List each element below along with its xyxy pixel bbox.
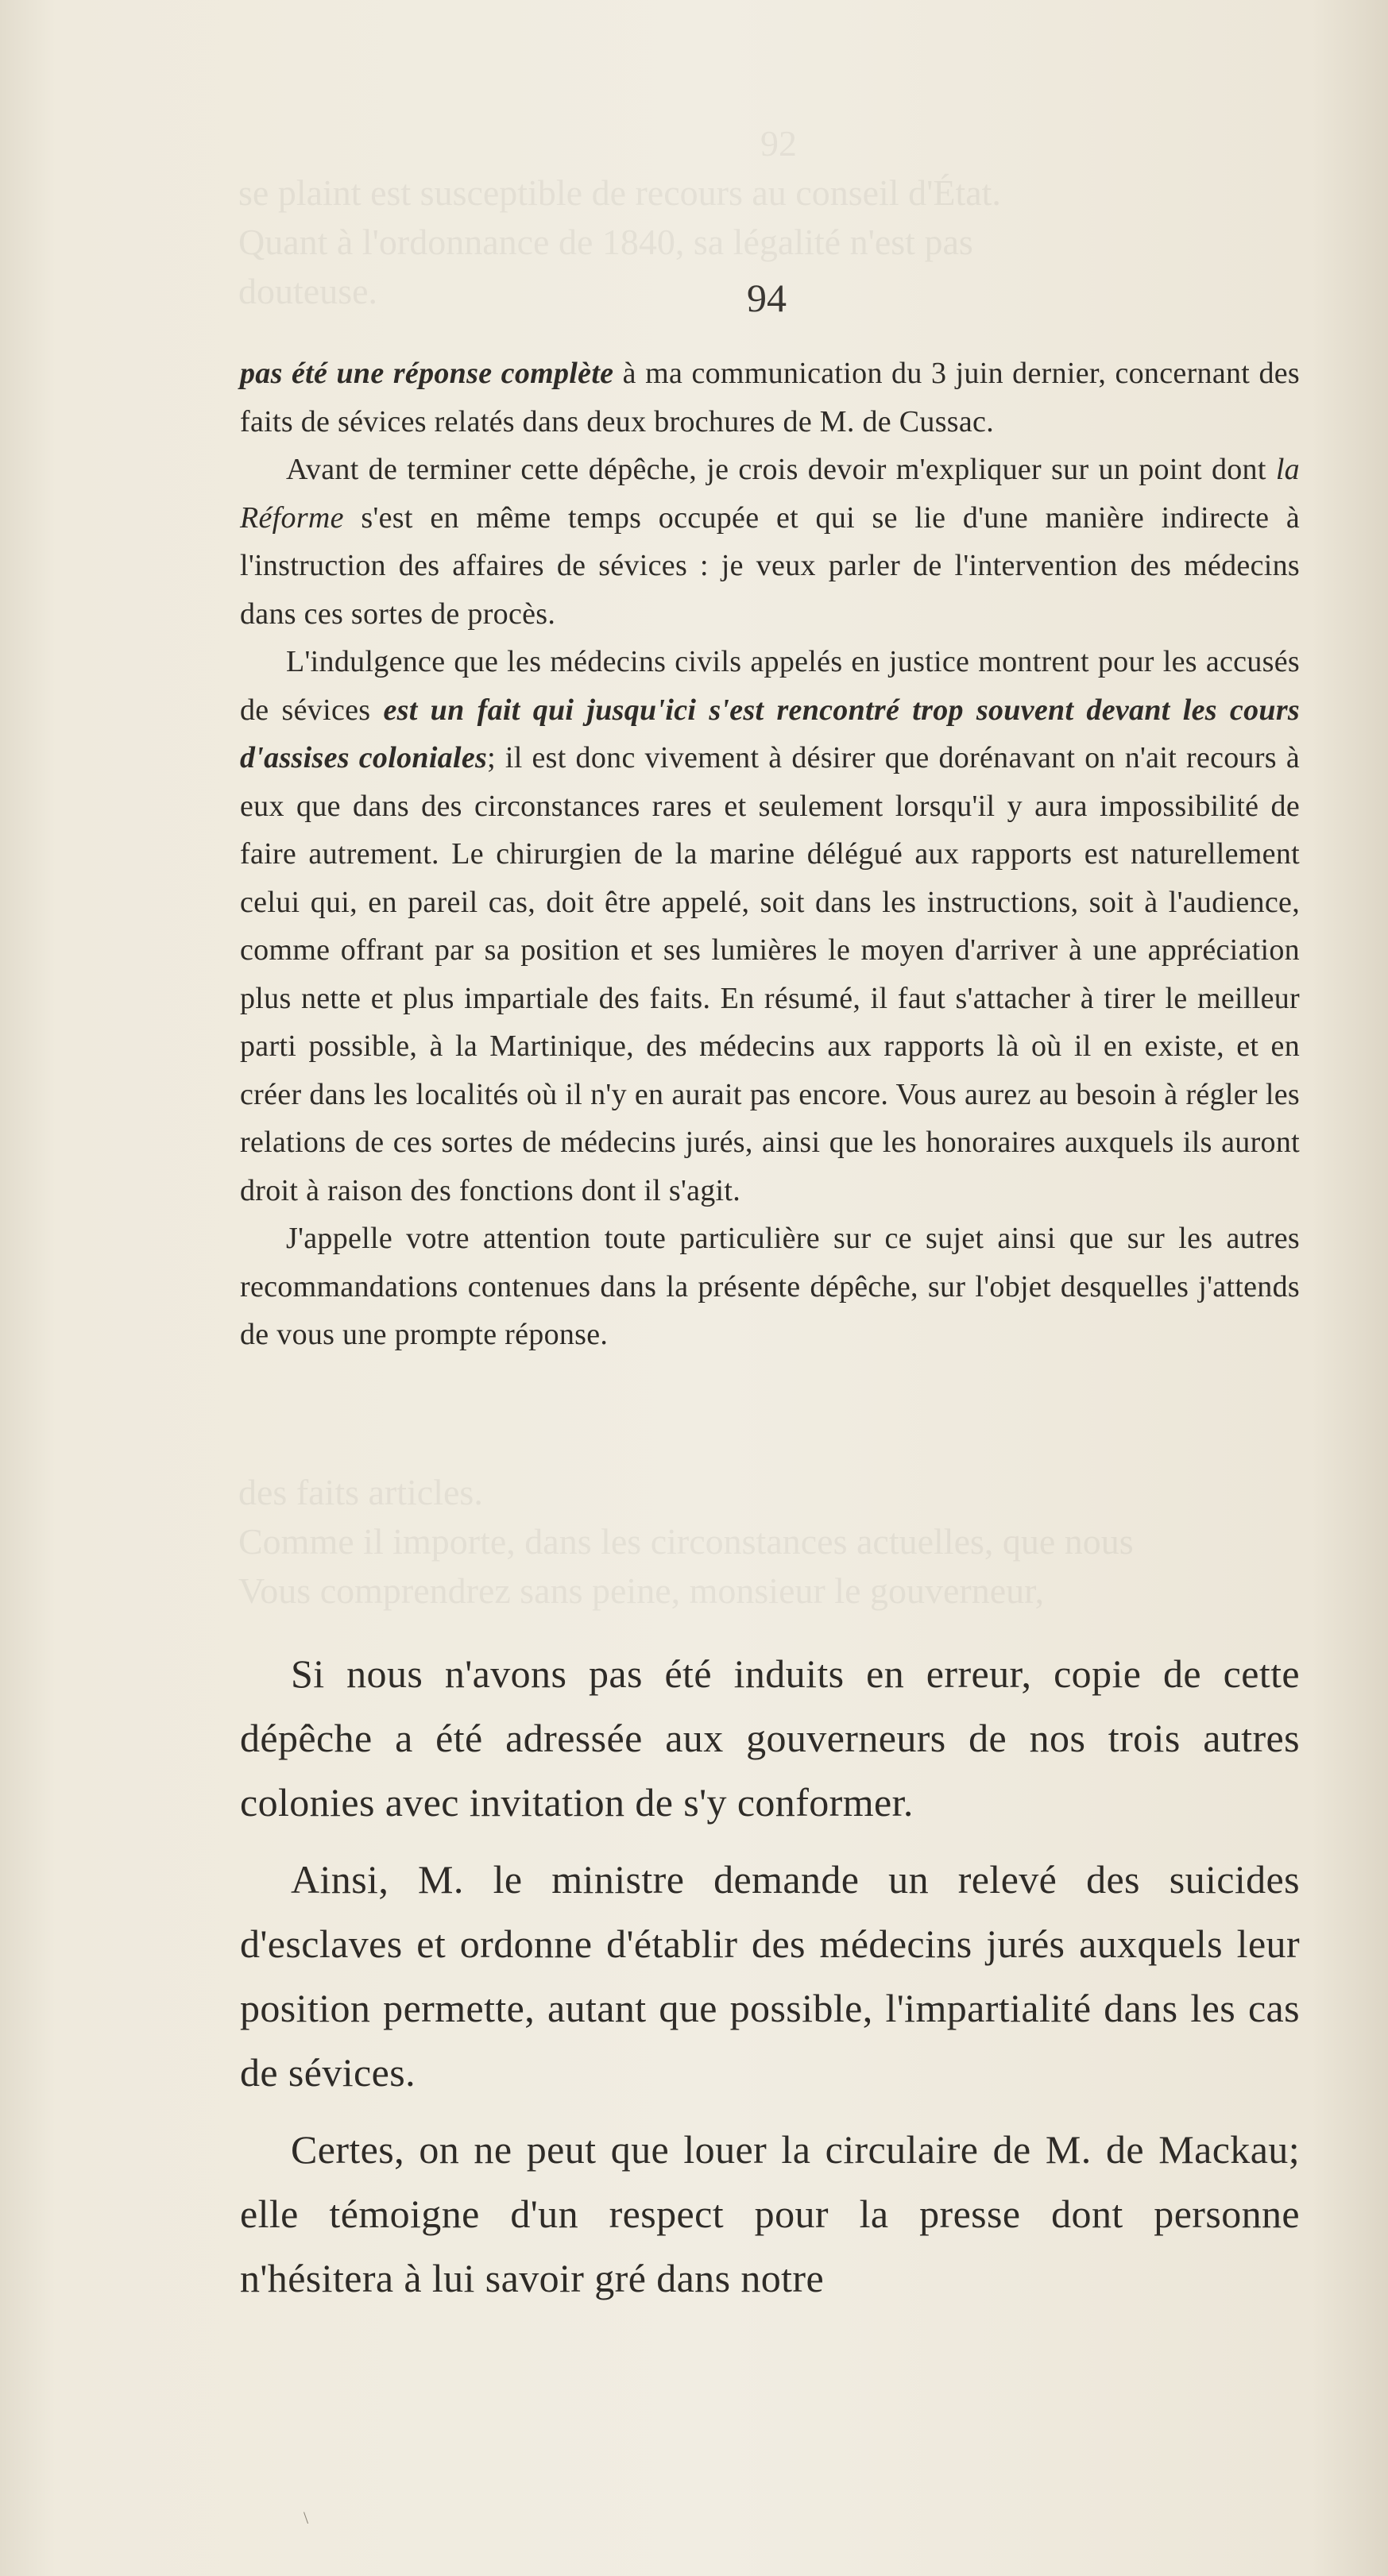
quote-paragraph-2 — [240, 446, 1300, 638]
quote-text: Avant de terminer cette dépêche, je crois devoir m'expliquer sur un point dont — [286, 453, 1276, 486]
ghost-line: douteuse. — [238, 271, 378, 311]
quote-paragraph-3 — [240, 638, 1300, 1215]
body-paragraph-3: Certes, on ne peut que louer la circulaire de M. de Mackau; elle témoigne d'un respect pour la presse dont personne n'hésitera à lui savoir gré dans notre — [240, 2127, 1300, 2300]
ghost-line: Vous comprendrez sans peine, monsieur le gouverneur, — [238, 1570, 1045, 1611]
stray-mark: \ — [304, 2508, 309, 2528]
ghost-line: Quant à l'ordonnance de 1840, sa légalité n'est pas — [238, 222, 973, 262]
ghost-line: 92 — [760, 123, 797, 164]
quote-text: à ma communication du 3 juin dernier, concernant des faits de sévices relatés dans deux brochures de M. de Cussac. — [240, 357, 1301, 438]
quote-paragraph-4: J'appelle votre attention toute particulière sur ce sujet ainsi que sur les autres recommandations contenues dans la présente dépêche, sur l'objet desquelles j'attends de vous une prompte réponse. — [240, 1222, 1300, 1351]
emphasized-phrase: est un fait qui jusqu'ici s'est rencontré trop souvent devant les cours d'assises coloniales — [240, 693, 1300, 774]
ghost-line: des faits articles. — [238, 1472, 483, 1512]
page-number: 94 — [747, 276, 787, 320]
quote-text: s'est en même temps occupée et qui se lie d'une manière indirecte à l'instruction des affaires de sévices : je veux parler de l'intervention des médecins dans ces sortes de procès. — [240, 500, 1300, 631]
ghost-line: se plaint est susceptible de recours au conseil d'État. — [238, 172, 1001, 213]
quote-paragraph-1 — [240, 350, 1300, 446]
quote-text: L'indulgence que les médecins civils appelés en justice montrent pour les accusés de sévices — [240, 645, 1300, 727]
body-paragraph-2: Ainsi, M. le ministre demande un relevé des suicides d'esclaves et ordonne d'établir des médecins jurés auxquels leur position permette, autant que possible, l'impartialité dans les cas de sévices. — [240, 1857, 1300, 2095]
emphasized-phrase: pas été une réponse complète — [240, 357, 614, 390]
quoted-dispatch — [240, 350, 1300, 1359]
quote-text: ; il est donc vivement à désirer que dorénavant on n'ait recours à eux que dans des circonstances rares et seulement lorsqu'il y aura impossibilité de faire autrement. Le chirurgien de la marine délégué aux rapports est naturellement celui qui, en pareil cas, doit être appelé, soit dans les instructions, soit à l'audience, comme offrant par sa position et ses lumières le moyen d'arriver à une appréciation plus nette et plus impartiale des faits. En résumé, il faut s'attacher à tirer le meilleur parti possible, à la Martinique, des médecins aux rapports là où il en existe, et en créer dans les localités où il n'y en aurait pas encore. Vous aurez au besoin à régler les relations de ces sortes de médecins jurés, ainsi que les honoraires auxquels ils auront droit à raison des fonctions dont il s'agit. — [240, 741, 1300, 1207]
main-text — [240, 1642, 1300, 2323]
ghost-line: Comme il importe, dans les circonstances actuelles, que nous — [238, 1521, 1134, 1562]
body-paragraph-1: Si nous n'avons pas été induits en erreur, copie de cette dépêche a été adressée aux gouverneurs de nos trois autres colonies avec invitation de s'y conformer. — [240, 1651, 1300, 1825]
journal-title: la Réforme — [240, 453, 1300, 535]
